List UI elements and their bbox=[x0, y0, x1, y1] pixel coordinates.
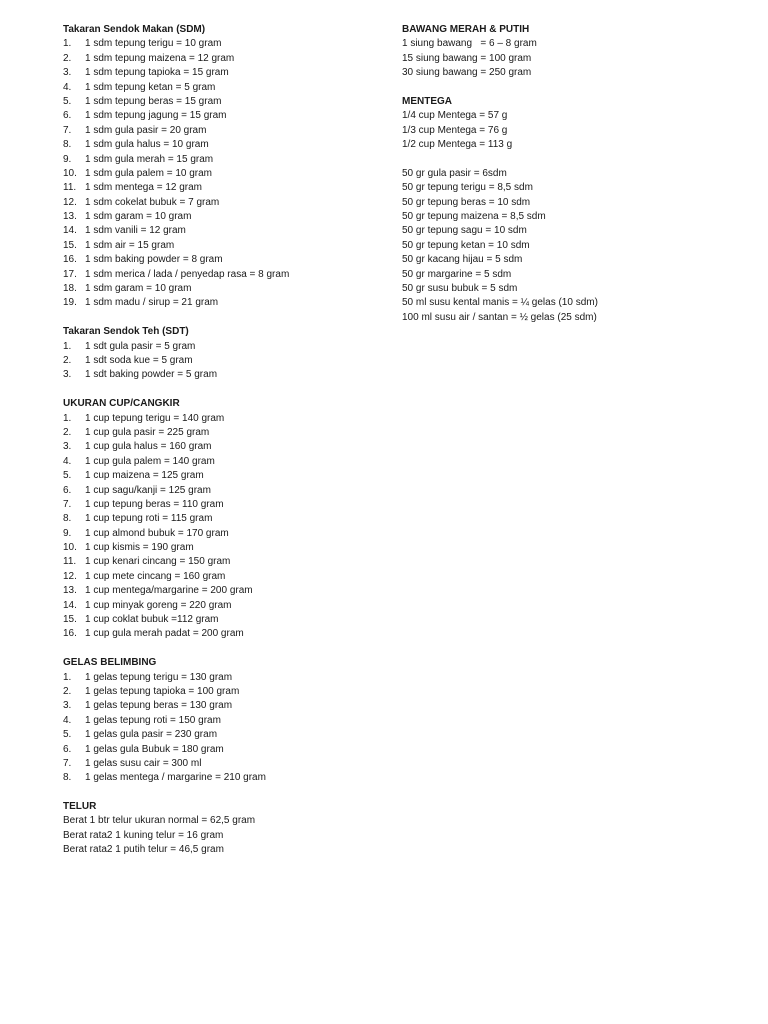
section-title-sdt: Takaran Sendok Teh (SDT) bbox=[63, 326, 189, 338]
list-item-number: 3. bbox=[63, 369, 72, 381]
list-item-text: 1 sdm tepung jagung = 15 gram bbox=[85, 110, 227, 122]
list-item-number: 6. bbox=[63, 743, 72, 755]
list-item-number: 10. bbox=[63, 167, 77, 179]
text-line: 15 siung bawang = 100 gram bbox=[402, 52, 532, 64]
text-line: 1/2 cup Mentega = 113 g bbox=[402, 139, 513, 151]
list-item-text: 1 gelas tepung terigu = 130 gram bbox=[85, 671, 233, 683]
text-line: 50 gr tepung maizena = 8,5 sdm bbox=[402, 211, 546, 223]
list-item-number: 16. bbox=[63, 254, 77, 266]
list-item-number: 1. bbox=[63, 340, 72, 352]
text-line: Berat rata2 1 kuning telur = 16 gram bbox=[63, 829, 224, 841]
list-item-text: 1 cup kismis = 190 gram bbox=[85, 542, 194, 554]
lines-mentega bbox=[402, 109, 732, 152]
section-cup bbox=[63, 397, 383, 642]
list-item-number: 13. bbox=[63, 211, 77, 223]
list-item-text: 1 cup mete cincang = 160 gram bbox=[85, 570, 226, 582]
left-column bbox=[63, 23, 383, 872]
list-item-number: 15. bbox=[63, 614, 77, 626]
list-item bbox=[63, 196, 383, 210]
list-item-text: 1 sdm gula palem = 10 gram bbox=[85, 167, 213, 179]
list-item-text: 1 cup mentega/margarine = 200 gram bbox=[85, 585, 253, 597]
list-item-text: 1 sdm tepung ketan = 5 gram bbox=[85, 81, 216, 93]
text-line: 1 siung bawang = 6 – 8 gram bbox=[402, 38, 537, 50]
list-item-number: 11. bbox=[63, 182, 77, 194]
lines-bawang bbox=[402, 37, 732, 80]
list-item-text: 1 cup coklat bubuk =112 gram bbox=[85, 614, 219, 626]
list-item-text: 1 cup tepung beras = 110 gram bbox=[85, 498, 224, 510]
section-title-cup: UKURAN CUP/CANGKIR bbox=[63, 398, 180, 410]
list-gelas bbox=[63, 671, 383, 786]
list-item-text: 1 sdm cokelat bubuk = 7 gram bbox=[85, 196, 220, 208]
list-item-number: 11. bbox=[63, 556, 77, 568]
list-item-number: 5. bbox=[63, 729, 72, 741]
list-item-number: 4. bbox=[63, 455, 72, 467]
list-item-text: 1 sdm merica / lada / penyedap rasa = 8 gram bbox=[85, 268, 290, 280]
list-item bbox=[63, 239, 383, 253]
list-item bbox=[63, 484, 383, 498]
list-item bbox=[63, 37, 383, 51]
list-item-number: 1. bbox=[63, 412, 72, 424]
list-item-number: 3. bbox=[63, 700, 72, 712]
list-item-text: 1 sdt gula pasir = 5 gram bbox=[85, 340, 196, 352]
list-item-text: 1 sdm gula merah = 15 gram bbox=[85, 153, 214, 165]
list-item-number: 8. bbox=[63, 513, 72, 525]
section-sdm bbox=[63, 23, 383, 311]
list-item-text: 1 cup minyak goreng = 220 gram bbox=[85, 599, 232, 611]
list-item bbox=[63, 570, 383, 584]
list-item-text: 1 sdm tepung tapioka = 15 gram bbox=[85, 67, 229, 79]
list-item bbox=[63, 66, 383, 80]
list-item bbox=[63, 469, 383, 483]
section-mentega bbox=[402, 95, 732, 153]
list-item-number: 17. bbox=[63, 268, 77, 280]
section-sdt bbox=[63, 325, 383, 383]
list-item-number: 3. bbox=[63, 441, 72, 453]
section-title-mentega: MENTEGA bbox=[402, 95, 452, 107]
list-item bbox=[63, 52, 383, 66]
list-item-text: 1 sdm vanili = 12 gram bbox=[85, 225, 186, 237]
list-item-text: 1 gelas tepung roti = 150 gram bbox=[85, 714, 221, 726]
list-item-number: 16. bbox=[63, 628, 77, 640]
list-item-number: 12. bbox=[63, 196, 77, 208]
text-line: 50 gr tepung ketan = 10 sdm bbox=[402, 239, 530, 251]
list-item-text: 1 gelas gula pasir = 230 gram bbox=[85, 729, 218, 741]
list-item bbox=[63, 555, 383, 569]
list-item bbox=[63, 527, 383, 541]
list-item-text: 1 cup gula halus = 160 gram bbox=[85, 441, 212, 453]
list-item-number: 9. bbox=[63, 153, 72, 165]
list-item bbox=[63, 412, 383, 426]
list-item bbox=[63, 268, 383, 282]
list-item-text: 1 gelas gula Bubuk = 180 gram bbox=[85, 743, 224, 755]
lines-telur bbox=[63, 814, 383, 857]
list-item bbox=[63, 671, 383, 685]
list-item bbox=[63, 627, 383, 641]
list-cup bbox=[63, 412, 383, 642]
list-item-text: 1 cup sagu/kanji = 125 gram bbox=[85, 484, 211, 496]
list-sdt bbox=[63, 340, 383, 383]
list-item bbox=[63, 757, 383, 771]
text-line: 50 gr tepung beras = 10 sdm bbox=[402, 196, 531, 208]
list-item-text: 1 sdm air = 15 gram bbox=[85, 239, 175, 251]
list-item-number: 9. bbox=[63, 527, 72, 539]
list-item bbox=[63, 340, 383, 354]
list-item bbox=[63, 95, 383, 109]
list-item-text: 1 gelas tepung tapioka = 100 gram bbox=[85, 685, 240, 697]
list-item bbox=[63, 613, 383, 627]
list-item bbox=[63, 354, 383, 368]
list-item-text: 1 gelas susu cair = 300 ml bbox=[85, 757, 202, 769]
text-line: 50 gr tepung sagu = 10 sdm bbox=[402, 225, 527, 237]
section-title-sdm: Takaran Sendok Makan (SDM) bbox=[63, 24, 206, 35]
list-item-text: 1 gelas mentega / margarine = 210 gram bbox=[85, 772, 266, 784]
list-item bbox=[63, 714, 383, 728]
list-item-number: 8. bbox=[63, 772, 72, 784]
text-line: 1/3 cup Mentega = 76 g bbox=[402, 124, 508, 136]
list-item-text: 1 cup kenari cincang = 150 gram bbox=[85, 556, 231, 568]
list-item bbox=[63, 498, 383, 512]
list-item-text: 1 cup gula pasir = 225 gram bbox=[85, 426, 210, 438]
text-line: 30 siung bawang = 250 gram bbox=[402, 67, 532, 79]
list-item bbox=[63, 109, 383, 123]
text-line: 50 ml susu kental manis = ¼ gelas (10 sdm) bbox=[402, 297, 598, 309]
section-title-gelas: GELAS BELIMBING bbox=[63, 657, 157, 669]
list-item bbox=[63, 541, 383, 555]
text-line: 50 gr margarine = 5 sdm bbox=[402, 268, 512, 280]
list-item-text: 1 sdm garam = 10 gram bbox=[85, 211, 192, 223]
list-item bbox=[63, 771, 383, 785]
list-item-number: 3. bbox=[63, 67, 72, 79]
list-item bbox=[63, 599, 383, 613]
list-item bbox=[63, 224, 383, 238]
list-item-text: 1 cup gula merah padat = 200 gram bbox=[85, 628, 244, 640]
list-item bbox=[63, 699, 383, 713]
section-bawang bbox=[402, 23, 732, 81]
section-title-telur: TELUR bbox=[63, 801, 97, 813]
list-item-text: 1 cup maizena = 125 gram bbox=[85, 470, 204, 482]
list-item-text: 1 sdm madu / sirup = 21 gram bbox=[85, 297, 219, 309]
list-item bbox=[63, 167, 383, 181]
list-item bbox=[63, 743, 383, 757]
list-item-number: 4. bbox=[63, 81, 72, 93]
list-item bbox=[63, 440, 383, 454]
list-item-text: 1 sdm baking powder = 8 gram bbox=[85, 254, 223, 266]
list-item-text: 1 sdm mentega = 12 gram bbox=[85, 182, 203, 194]
list-item-text: 1 gelas tepung beras = 130 gram bbox=[85, 700, 233, 712]
list-sdm bbox=[63, 37, 383, 310]
list-item-number: 10. bbox=[63, 542, 77, 554]
list-item-number: 7. bbox=[63, 757, 72, 769]
text-line: Berat rata2 1 putih telur = 46,5 gram bbox=[63, 844, 224, 856]
list-item bbox=[63, 512, 383, 526]
list-item bbox=[63, 138, 383, 152]
section-gelas bbox=[63, 656, 383, 786]
list-item-text: 1 sdm gula halus = 10 gram bbox=[85, 139, 209, 151]
list-item-number: 6. bbox=[63, 110, 72, 122]
list-item bbox=[63, 153, 383, 167]
right-column bbox=[402, 23, 732, 340]
list-item-number: 2. bbox=[63, 426, 72, 438]
list-item bbox=[63, 181, 383, 195]
list-item-text: 1 sdm gula pasir = 20 gram bbox=[85, 124, 207, 136]
list-item-number: 5. bbox=[63, 95, 72, 107]
list-item-number: 4. bbox=[63, 714, 72, 726]
list-item-number: 13. bbox=[63, 585, 77, 597]
list-item bbox=[63, 282, 383, 296]
list-item bbox=[63, 296, 383, 310]
list-item-number: 7. bbox=[63, 124, 72, 136]
list-item bbox=[63, 685, 383, 699]
text-line: 1/4 cup Mentega = 57 g bbox=[402, 110, 508, 122]
section-telur bbox=[63, 800, 383, 858]
text-line: Berat 1 btr telur ukuran normal = 62,5 gram bbox=[63, 815, 256, 827]
list-item-number: 8. bbox=[63, 139, 72, 151]
list-item-number: 14. bbox=[63, 225, 77, 237]
list-item-text: 1 sdm tepung maizena = 12 gram bbox=[85, 52, 235, 64]
list-item-number: 1. bbox=[63, 38, 72, 50]
list-item bbox=[63, 368, 383, 382]
section-title-bawang: BAWANG MERAH & PUTIH bbox=[402, 24, 530, 35]
list-item bbox=[63, 455, 383, 469]
list-item-number: 1. bbox=[63, 671, 72, 683]
list-item-number: 7. bbox=[63, 498, 72, 510]
list-item bbox=[63, 584, 383, 598]
list-item-text: 1 sdt baking powder = 5 gram bbox=[85, 369, 218, 381]
lines-50gr bbox=[402, 167, 732, 325]
list-item bbox=[63, 124, 383, 138]
list-item-text: 1 sdm tepung terigu = 10 gram bbox=[85, 38, 222, 50]
text-line: 50 gr tepung terigu = 8,5 sdm bbox=[402, 182, 533, 194]
list-item-number: 18. bbox=[63, 283, 77, 295]
list-item-number: 5. bbox=[63, 470, 72, 482]
section-50gr bbox=[402, 167, 732, 325]
list-item-number: 14. bbox=[63, 599, 77, 611]
list-item bbox=[63, 253, 383, 267]
list-item-text: 1 sdm garam = 10 gram bbox=[85, 283, 192, 295]
list-item-number: 2. bbox=[63, 52, 72, 64]
text-line: 100 ml susu air / santan = ½ gelas (25 sdm) bbox=[402, 311, 597, 323]
list-item-number: 6. bbox=[63, 484, 72, 496]
list-item-number: 19. bbox=[63, 297, 77, 309]
list-item-text: 1 sdt soda kue = 5 gram bbox=[85, 354, 193, 366]
text-line: 50 gr susu bubuk = 5 sdm bbox=[402, 283, 518, 295]
list-item bbox=[63, 426, 383, 440]
text-line: 50 gr gula pasir = 6sdm bbox=[402, 167, 507, 179]
list-item-number: 2. bbox=[63, 685, 72, 697]
list-item-number: 15. bbox=[63, 239, 77, 251]
list-item-number: 2. bbox=[63, 354, 72, 366]
list-item-number: 12. bbox=[63, 570, 77, 582]
list-item bbox=[63, 728, 383, 742]
list-item-text: 1 cup tepung roti = 115 gram bbox=[85, 513, 213, 525]
text-line: 50 gr kacang hijau = 5 sdm bbox=[402, 254, 523, 266]
list-item-text: 1 cup gula palem = 140 gram bbox=[85, 455, 215, 467]
list-item-text: 1 cup almond bubuk = 170 gram bbox=[85, 527, 229, 539]
list-item bbox=[63, 210, 383, 224]
list-item bbox=[63, 81, 383, 95]
list-item-text: 1 cup tepung terigu = 140 gram bbox=[85, 412, 225, 424]
list-item-text: 1 sdm tepung beras = 15 gram bbox=[85, 95, 222, 107]
